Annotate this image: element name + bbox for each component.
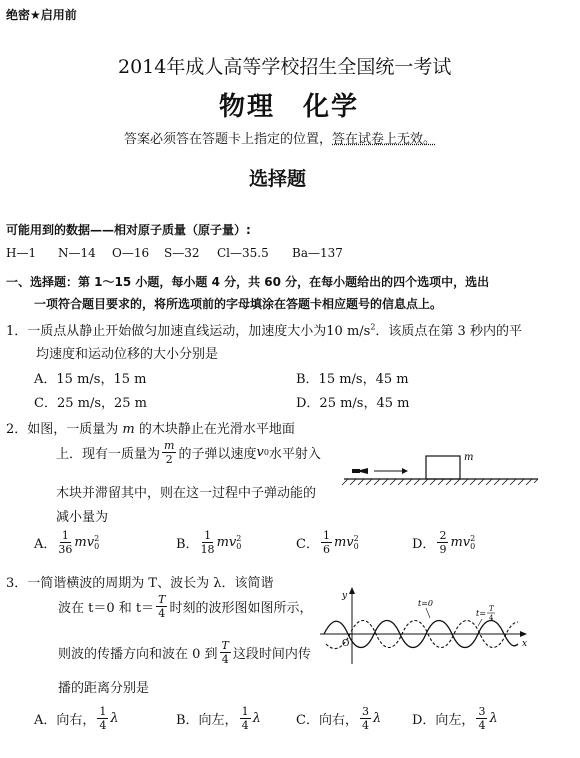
bullet-block-diagram: [340, 448, 540, 492]
q2-option-d-den: 9: [439, 543, 447, 556]
instructions-line-2: 一项符合题目要求的，将所选项前的字母填涂在答题卡相应题号的信息点上。: [34, 297, 443, 311]
velocity-arrowhead: [402, 468, 408, 474]
q2-option-c-sup: 2: [353, 534, 359, 544]
q1-option-c: C．25 m/s，25 m: [34, 396, 148, 411]
subject-title: 物理 化学: [219, 92, 360, 122]
q2-option-a-letter: A．: [34, 537, 57, 552]
q2-option-c-fraction: [321, 530, 332, 555]
q2-option-c-mv: mv: [333, 535, 354, 550]
q2-text-a: 2．如图，一质量为: [6, 422, 123, 437]
q2-option-b-scripts: [236, 535, 241, 549]
q1-stem-line-1: [6, 320, 522, 339]
x-axis-arrow: [520, 631, 527, 637]
atomic-mass-title: 可能用到的数据——相对原子质量（原子量）:: [6, 223, 251, 237]
q3-option-a-fraction: [97, 706, 108, 731]
q3-stem-line-1: 3．一简谐横波的周期为 T、波长为 λ．该简谐: [6, 576, 274, 591]
q2-text-b: 的木块静止在光滑水平地面: [134, 422, 295, 437]
q3-text-a: 波在 t＝0 和 t＝: [58, 601, 155, 616]
q3-fraction-1: [156, 594, 167, 619]
label-t-eq: t=: [476, 609, 486, 618]
q1-option-a: A．15 m/s，15 m: [34, 372, 147, 387]
q3-option-a-num: 1: [99, 705, 107, 718]
q2-mass-symbol: m: [122, 422, 135, 437]
q3-option-b-text: B．向左，: [176, 713, 238, 728]
q2-text-c: 上．现有一质量为: [56, 447, 161, 462]
ground-hatching: [342, 479, 538, 485]
q2-option-a-num: 1: [61, 529, 69, 542]
q2-option-a-mv: mv: [74, 535, 95, 550]
label-t-den: 4: [489, 614, 494, 622]
q1-stem-text: 1．一质点从静止开始做匀加速直线运动，加速度大小为10 m/s: [6, 324, 371, 339]
q2-text-e: 水平射入: [268, 447, 321, 462]
q3-frac1-num: T: [158, 593, 166, 606]
notice-part-b: 答在试卷上无效。: [332, 132, 437, 147]
atomic-mass-cl: Cl—35.5: [217, 246, 269, 260]
q2-option-d-letter: D．: [412, 537, 436, 552]
q2-option-d-fraction: [437, 530, 448, 555]
q2-frac-den: 2: [165, 453, 173, 466]
q3-option-a-den: 4: [99, 719, 107, 732]
atomic-mass-s: S—32: [164, 246, 200, 260]
q3-option-c-text: C．向右，: [296, 713, 358, 728]
q3-option-c-num: 3: [361, 705, 369, 718]
q2-option-a-den: 36: [58, 543, 73, 556]
q3-text-d: 这段时间内传: [232, 647, 311, 662]
secret-label: 绝密★启用前: [6, 8, 77, 22]
q3-option-d-lambda: λ: [489, 711, 498, 726]
atomic-mass-h: H—1: [6, 246, 37, 260]
q2-option-a-sub: 0: [94, 541, 100, 551]
block-mass-label: m: [464, 452, 474, 463]
q3-option-a-text: A．向右，: [34, 713, 96, 728]
q3-option-d-num: 3: [478, 705, 486, 718]
q2-velocity: v: [256, 445, 264, 460]
bullet-body: [352, 469, 360, 473]
q2-option-c-scripts: [354, 535, 359, 549]
q2-option-d-num: 2: [439, 529, 447, 542]
q2-option-d-sup: 2: [470, 534, 476, 544]
q2-option-d-scripts: [470, 535, 475, 549]
label-t0: t=0: [418, 599, 434, 608]
y-axis-arrow: [349, 587, 355, 594]
q2-stem-line-1: [6, 418, 295, 437]
q2-option-a-sup: 2: [94, 534, 100, 544]
notice-part-a: 答案必须答在答题卡上指定的位置，: [124, 132, 333, 147]
instructions-line-1: 一、选择题：第 1～15 小题，每小题 4 分，共 60 分，在每小题给出的四个选项中，选出: [6, 275, 490, 289]
wood-block: [426, 456, 460, 479]
q3-option-b-fraction: [240, 706, 251, 731]
q2-option-c-letter: C．: [296, 537, 319, 552]
q2-option-a: [34, 530, 99, 555]
q1-sup: 2: [370, 322, 376, 332]
q2-option-c-den: 6: [322, 543, 330, 556]
q3-frac2-num: T: [221, 639, 229, 652]
q2-option-b: [176, 530, 241, 555]
q1-stem-line-2: 均速度和运动位移的大小分别是: [36, 347, 219, 362]
q3-option-d-text: D．向左，: [412, 713, 475, 728]
q2-option-b-den: 18: [200, 543, 215, 556]
label-t-num: T: [489, 605, 494, 613]
q2-option-b-sup: 2: [236, 534, 242, 544]
atomic-mass-o: O—16: [112, 246, 150, 260]
q2-option-d: [412, 530, 475, 555]
q3-option-d-fraction: [476, 706, 487, 731]
q3-option-b-lambda: λ: [252, 711, 261, 726]
q2-option-b-fraction: [201, 530, 215, 555]
q2-option-b-num: 1: [204, 529, 212, 542]
q3-option-c-lambda: λ: [372, 711, 382, 726]
q2-option-c-sub: 0: [353, 541, 359, 551]
atomic-mass-ba: Ba—137: [292, 246, 343, 260]
x-axis-label: x: [522, 639, 528, 649]
atomic-mass-n: N—14: [58, 246, 96, 260]
q3-stem-line-3: [58, 640, 311, 665]
q2-velocity-sub: 0: [263, 448, 269, 457]
q3-option-b-den: 4: [241, 719, 249, 732]
q3-frac1-den: 4: [158, 607, 166, 620]
q3-option-d-den: 4: [478, 719, 486, 732]
q2-option-a-scripts: [94, 535, 99, 549]
q3-option-c-den: 4: [361, 719, 369, 732]
q1-option-d: D．25 m/s，45 m: [296, 396, 410, 411]
q2-option-a-fraction: [58, 530, 72, 555]
answer-notice: [124, 128, 436, 147]
q2-stem-line-4: 减小量为: [56, 510, 109, 525]
q2-text-d: 的子弹以速度: [178, 447, 257, 462]
q2-frac-num: m: [164, 439, 175, 452]
q3-stem-line-2: [58, 594, 312, 619]
q2-option-b-mv: mv: [216, 535, 237, 550]
exam-title: 2014年成人高等学校招生全国统一考试: [118, 56, 452, 78]
q3-text-b: 时刻的波形图如图所示，: [169, 601, 313, 616]
q1-stem-end: ．该质点在第 3 秒内的平: [375, 324, 522, 339]
q3-option-c: [296, 706, 381, 731]
wave-graph: [318, 586, 532, 666]
q3-fraction-2: [220, 640, 231, 665]
q2-option-d-mv: mv: [450, 535, 471, 550]
section-title: 选择题: [249, 168, 307, 190]
q2-option-c: [296, 530, 359, 555]
q2-option-b-letter: B．: [176, 537, 199, 552]
q3-option-d: [412, 706, 498, 731]
q3-option-b: [176, 706, 261, 731]
q3-option-a-lambda: λ: [110, 711, 119, 726]
q1-option-b: B．15 m/s，45 m: [296, 372, 409, 387]
q2-fraction: [162, 440, 176, 465]
q3-stem-line-4: 播的距离分别是: [58, 681, 150, 696]
origin-label: O: [342, 639, 350, 649]
q3-frac2-den: 4: [221, 653, 229, 666]
q2-option-b-sub: 0: [236, 541, 242, 551]
q2-stem-line-3: 木块并滞留其中，则在这一过程中子弹动能的: [56, 486, 317, 501]
q3-option-a: [34, 706, 119, 731]
q2-stem-line-2: [56, 440, 321, 465]
q2-option-d-sub: 0: [470, 541, 476, 551]
label-t-leader: [478, 619, 482, 626]
q3-option-c-fraction: [360, 706, 371, 731]
q2-option-c-num: 1: [322, 529, 330, 542]
y-axis-label: y: [342, 591, 348, 601]
q3-option-b-num: 1: [241, 705, 249, 718]
label-t0-leader: [426, 608, 430, 618]
q3-text-c: 则波的传播方向和波在 0 到: [58, 647, 218, 662]
